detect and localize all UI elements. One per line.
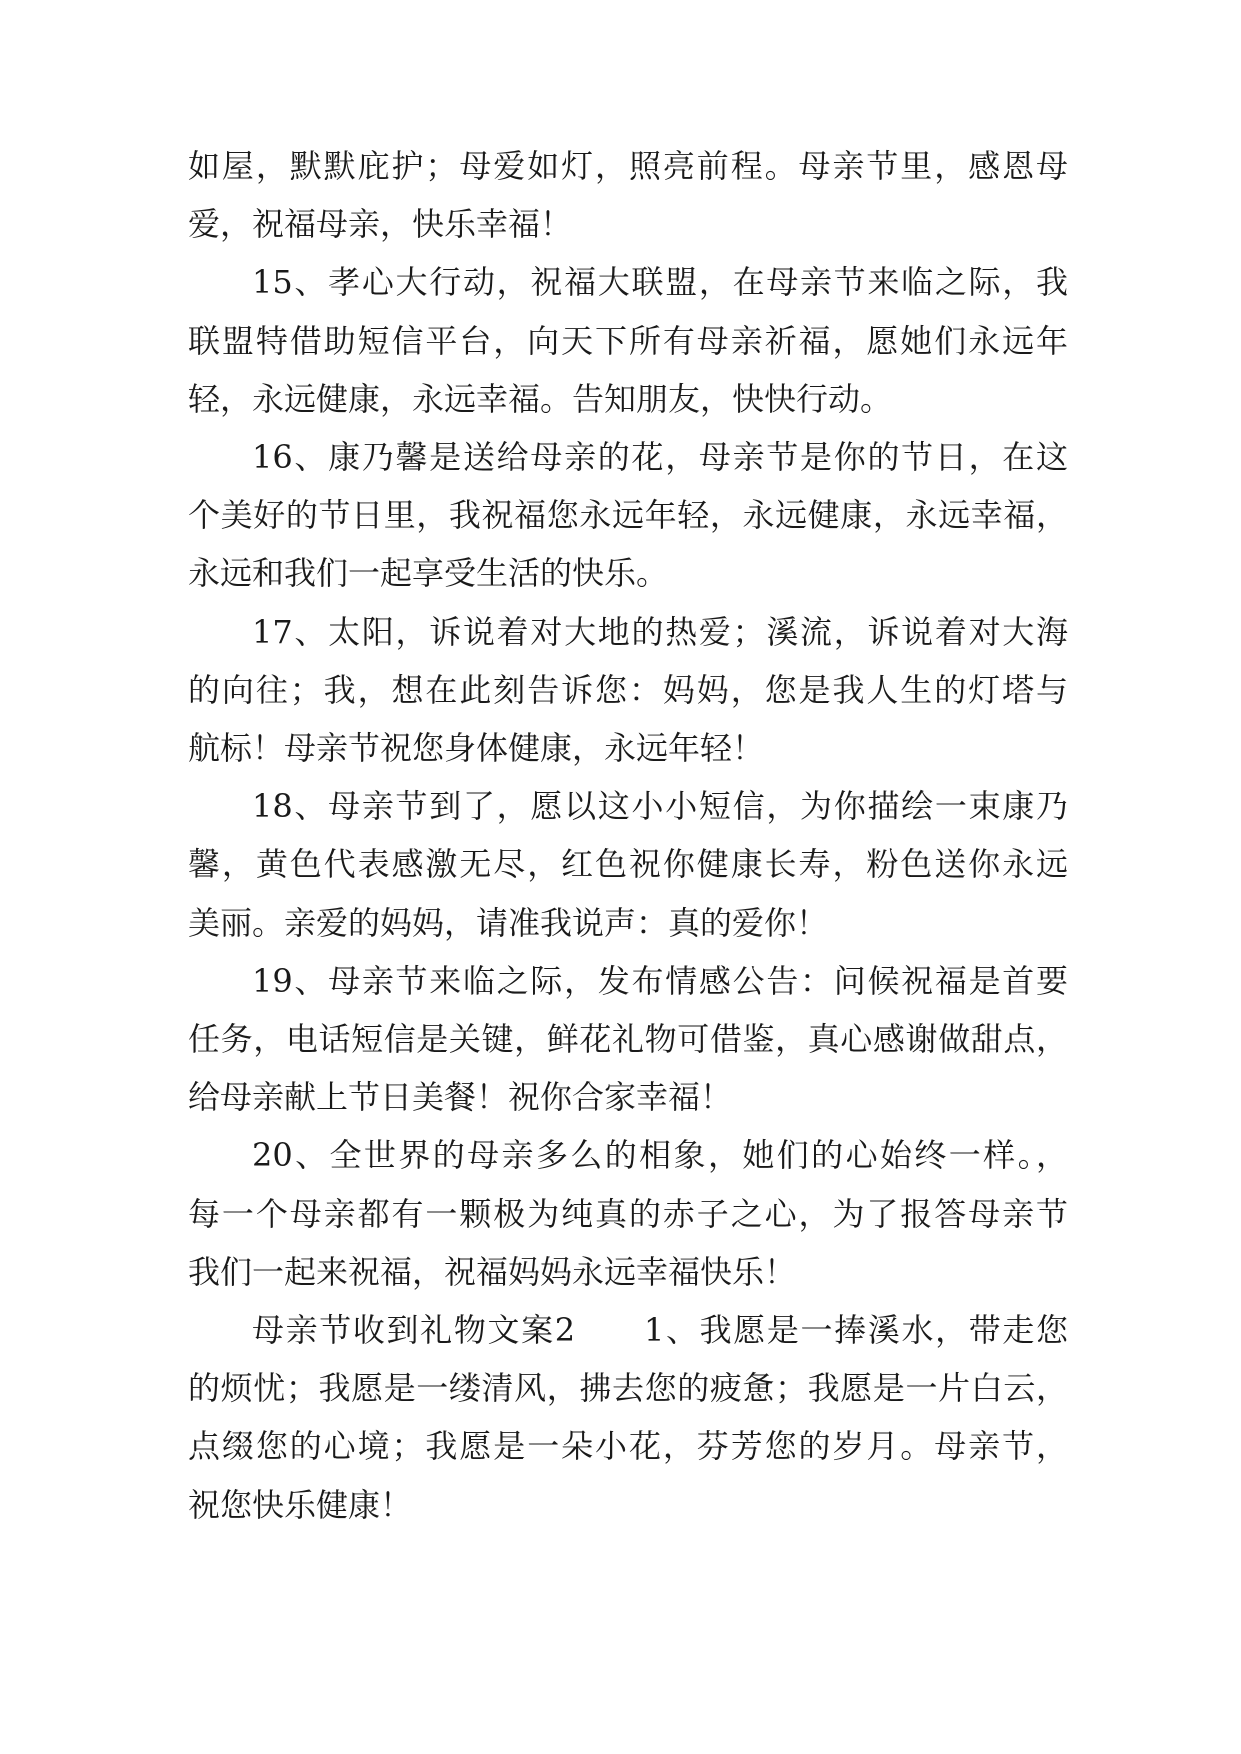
text-line: 15、孝心大行动，祝福大联盟，在母亲节来临之际，我 [252,263,1068,301]
text-line: 18、母亲节到了，愿以这小小短信，为你描绘一束康乃 [252,787,1068,825]
text-line: 母亲节收到礼物文案2 1、我愿是一捧溪水，带走您 [252,1311,1068,1349]
text-line: 个美好的节日里，我祝福您永远年轻，永远健康，永远幸福， [188,496,1068,534]
text-line: 的向往；我，想在此刻告诉您：妈妈，您是我人生的灯塔与 [188,671,1068,709]
text-line: 轻，永远健康，永远幸福。告知朋友，快快行动。 [188,380,893,418]
text-line: 如屋，默默庇护；母爱如灯，照亮前程。母亲节里，感恩母 [188,147,1068,185]
text-line: 17、太阳，诉说着对大地的热爱；溪流，诉说着对大海 [252,613,1068,651]
text-line: 馨，黄色代表感激无尽，红色祝你健康长寿，粉色送你永远 [188,845,1068,883]
text-line: 航标！母亲节祝您身体健康，永远年轻！ [188,729,765,767]
text-line: 爱，祝福母亲，快乐幸福！ [188,205,573,243]
text-line: 我们一起来祝福，祝福妈妈永远幸福快乐！ [188,1253,797,1291]
text-line: 每一个母亲都有一颗极为纯真的赤子之心，为了报答母亲节 [188,1195,1068,1233]
text-line: 永远和我们一起享受生活的快乐。 [188,554,669,592]
text-line: 16、康乃馨是送给母亲的花，母亲节是你的节日，在这 [252,438,1068,476]
text-line: 联盟特借助短信平台，向天下所有母亲祈福，愿她们永远年 [188,322,1068,360]
text-line: 的烦忧；我愿是一缕清风，拂去您的疲惫；我愿是一片白云， [188,1369,1068,1407]
text-line: 美丽。亲爱的妈妈，请准我说声：真的爱你！ [188,904,829,942]
text-line: 任务，电话短信是关键，鲜花礼物可借鉴，真心感谢做甜点， [188,1020,1068,1058]
text-line: 祝您快乐健康！ [188,1486,413,1524]
text-line: 19、母亲节来临之际，发布情感公告：问候祝福是首要 [252,962,1068,1000]
text-line: 给母亲献上节日美餐！祝你合家幸福！ [188,1078,733,1116]
text-line: 点缀您的心境；我愿是一朵小花，芬芳您的岁月。母亲节， [188,1427,1068,1465]
text-line: 20、全世界的母亲多么的相象，她们的心始终一样。， [252,1136,1068,1174]
